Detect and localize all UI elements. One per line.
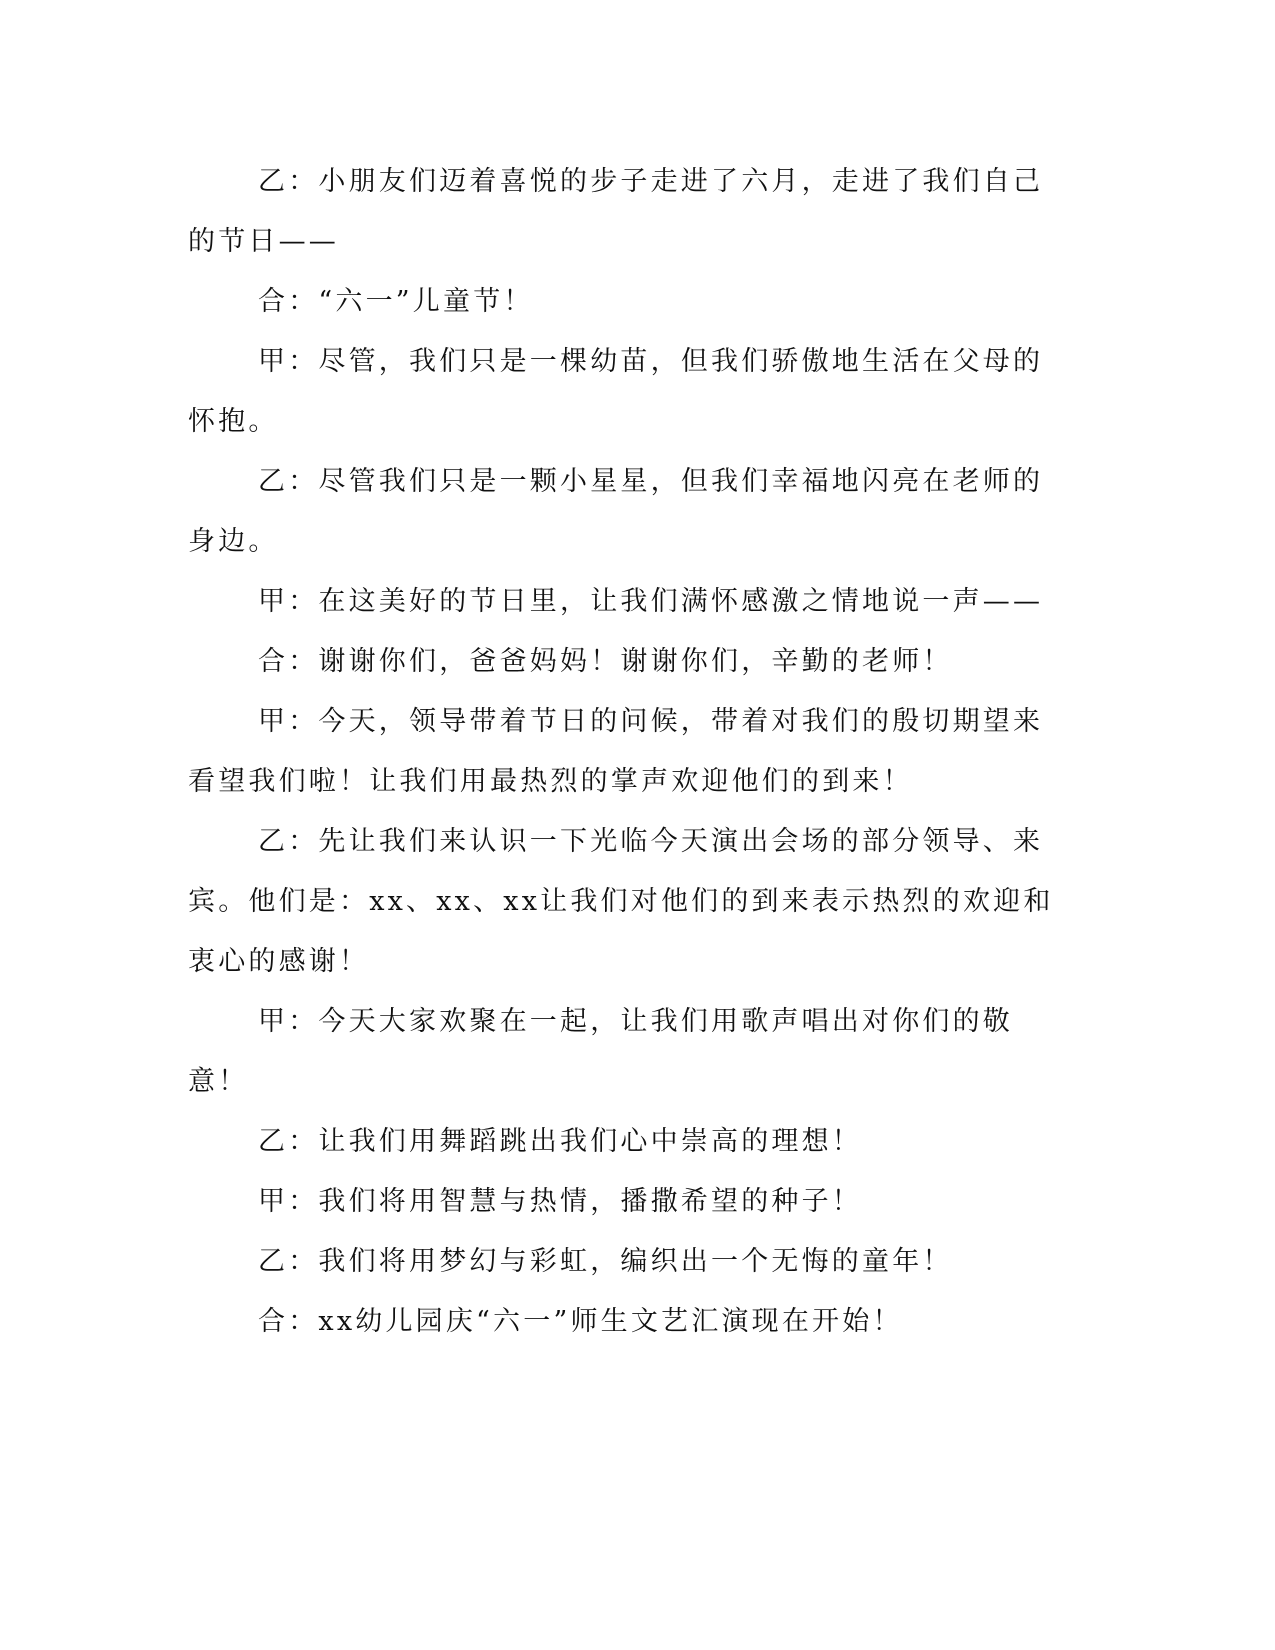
paragraph: 乙：先让我们来认识一下光临今天演出会场的部分领导、来宾。他们是：xx、xx、xx让我们对他们的到来表示热烈的欢迎和衷心的感谢！ [188, 826, 1054, 977]
paragraph: 合：xx幼儿园庆“六一”师生文艺汇演现在开始！ [258, 1306, 903, 1337]
paragraph: 乙：我们将用梦幻与彩虹，编织出一个无悔的童年！ [258, 1246, 953, 1277]
document-body [188, 152, 1068, 1352]
paragraph: 甲：尽管，我们只是一棵幼苗，但我们骄傲地生活在父母的怀抱。 [188, 346, 1044, 437]
paragraph: 乙：让我们用舞蹈跳出我们心中崇高的理想！ [258, 1126, 862, 1157]
paragraph: 甲：我们将用智慧与热情，播撒希望的种子！ [258, 1186, 862, 1217]
paragraph: 甲：今天，领导带着节日的问候，带着对我们的殷切期望来看望我们啦！让我们用最热烈的掌声欢迎他们的到来！ [188, 706, 1044, 797]
paragraph: 乙：尽管我们只是一颗小星星，但我们幸福地闪亮在老师的身边。 [188, 466, 1044, 557]
paragraph: 甲：今天大家欢聚在一起，让我们用歌声唱出对你们的敬意！ [188, 1006, 1013, 1097]
paragraph: 合：“六一”儿童节！ [258, 286, 534, 317]
paragraph: 合：谢谢你们，爸爸妈妈！谢谢你们，辛勤的老师！ [258, 646, 953, 677]
paragraph: 甲：在这美好的节日里，让我们满怀感激之情地说一声—— [258, 586, 1044, 617]
paragraph: 乙：小朋友们迈着喜悦的步子走进了六月，走进了我们自己的节日—— [188, 166, 1044, 257]
